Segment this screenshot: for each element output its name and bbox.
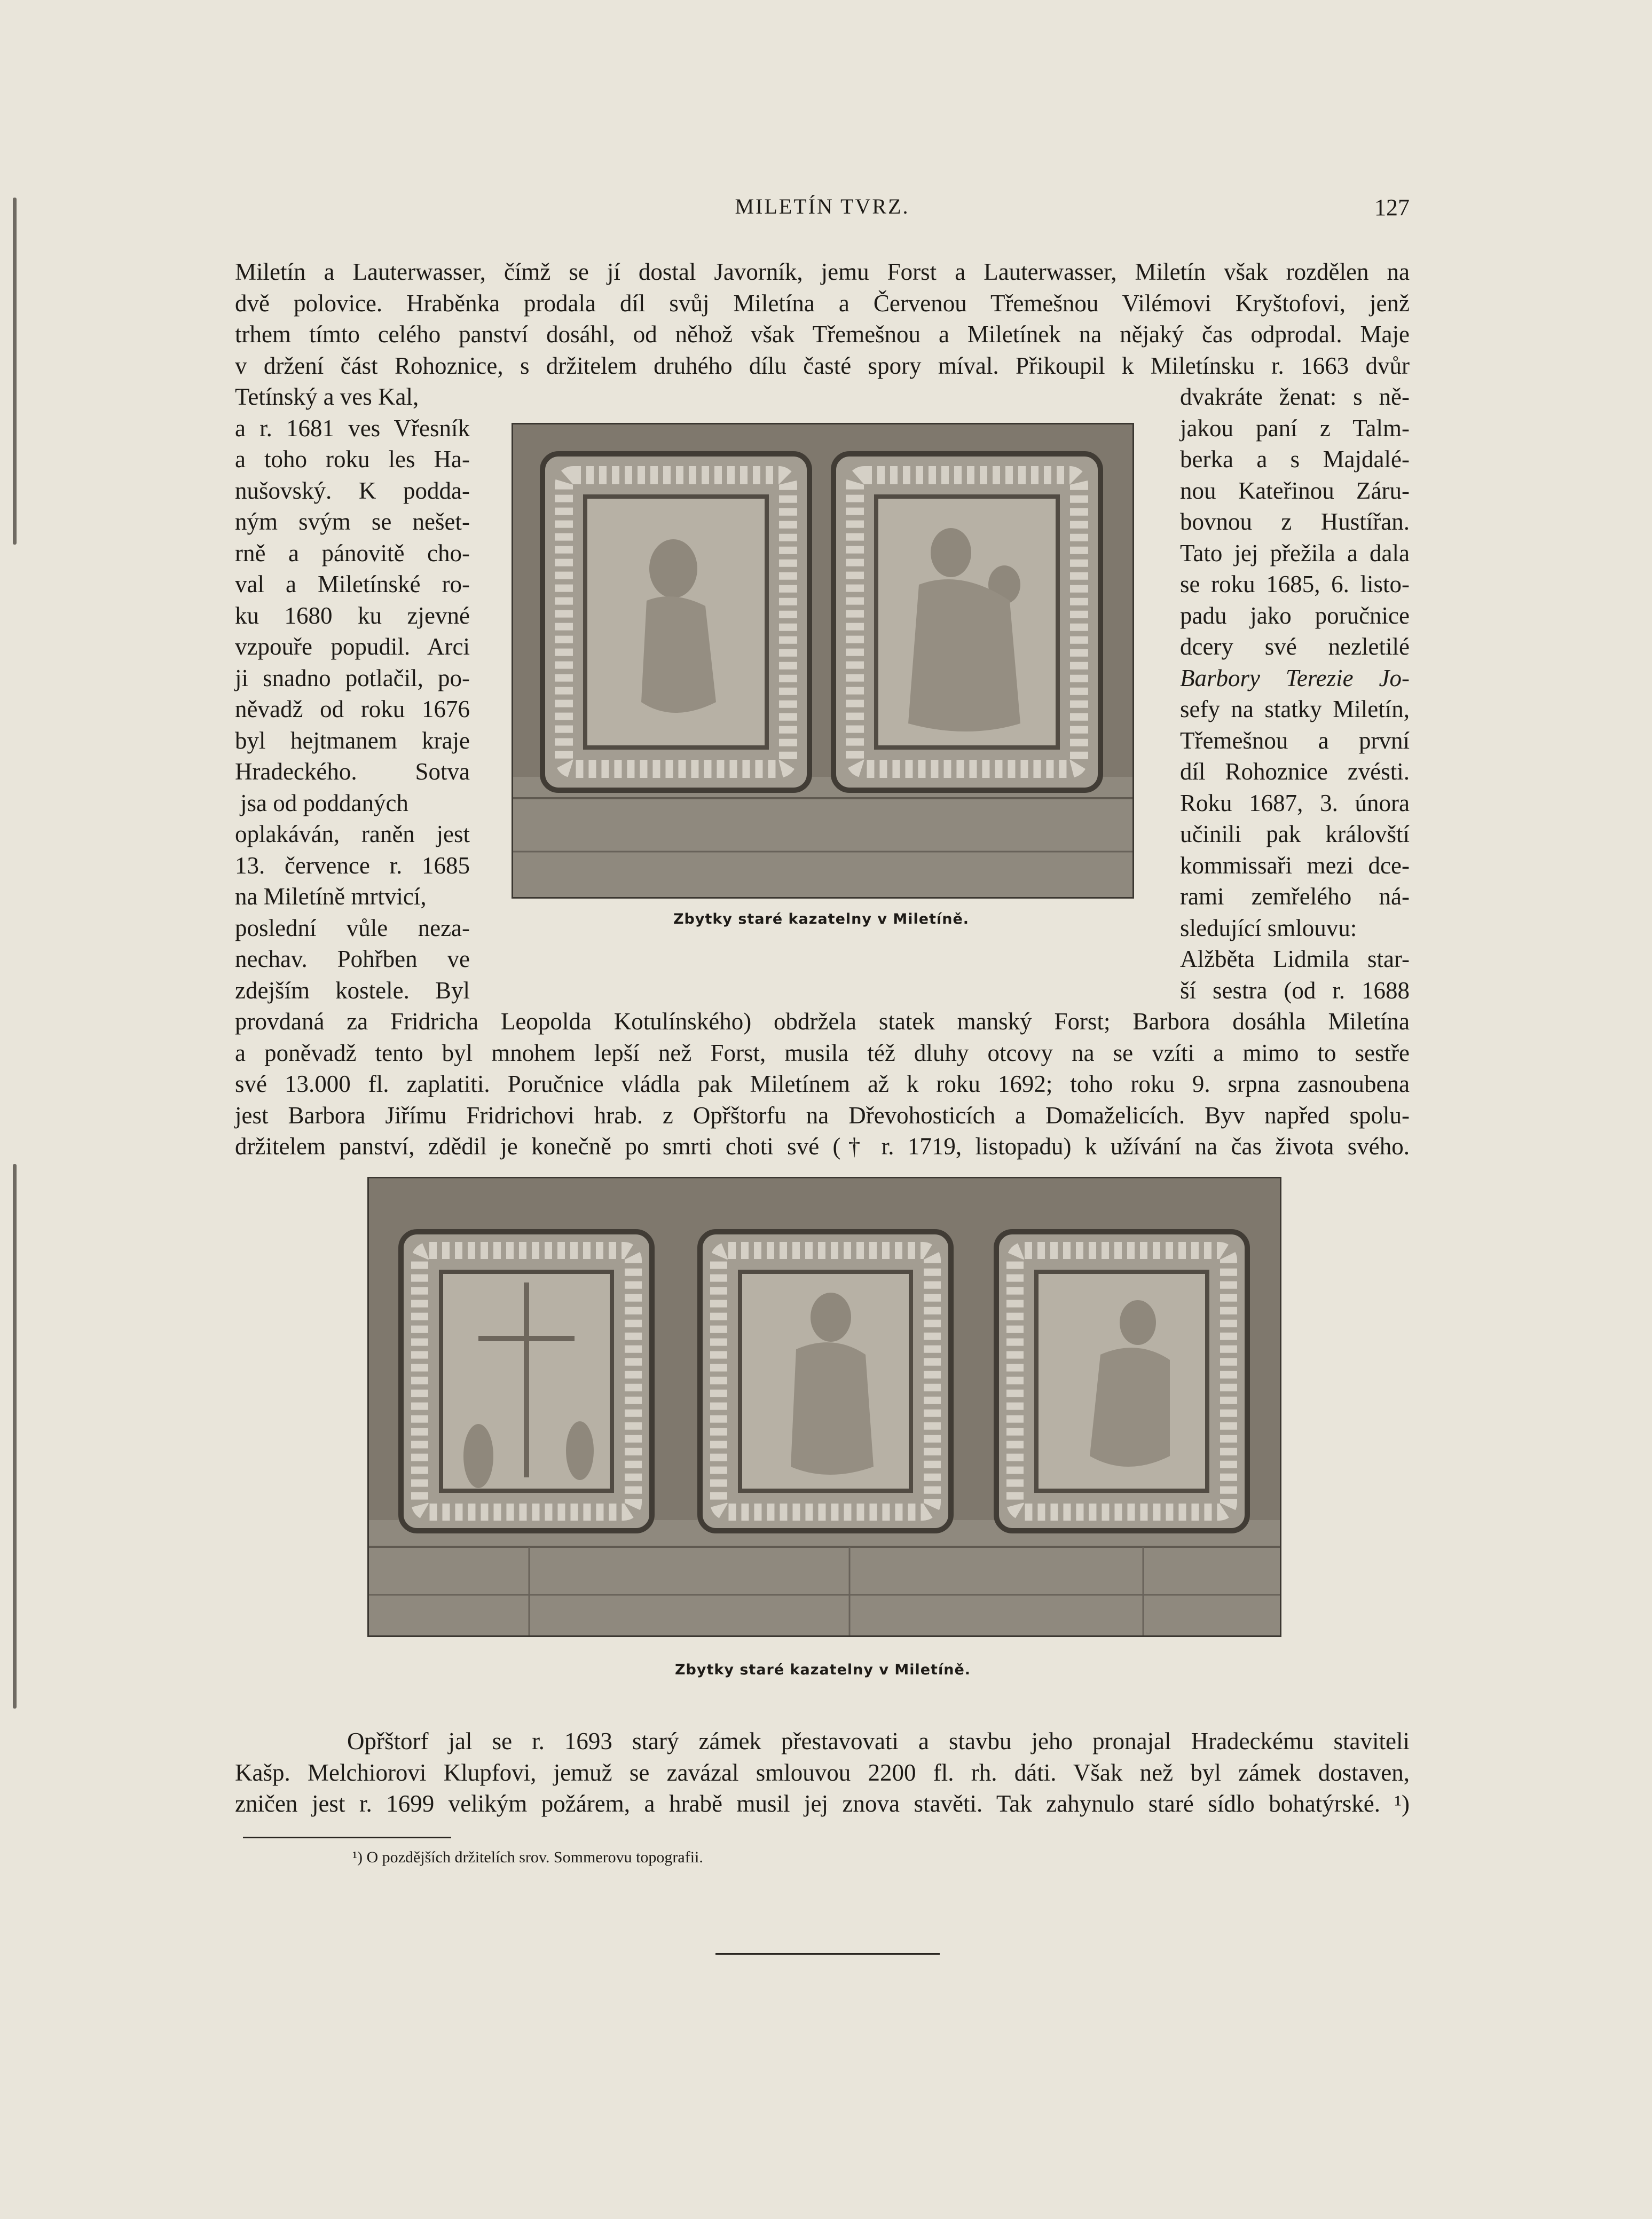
top-paragraph [235, 256, 1410, 381]
figure-1-caption: Zbytky staré kazatelny v Miletíně. [673, 911, 970, 927]
text-line: byl hejtmanem kraje [235, 727, 470, 754]
text-line: se roku 1685, 6. listo- [1180, 571, 1410, 597]
text-line: zdejším kostele. Byl [235, 977, 470, 1004]
binding-edge-mark [13, 198, 17, 545]
text-line: jest Barbora Jiřímu Fridrichovi hrab. z Opřštorfu na Dřevohosticích a Domaželicích. Byv napřed spolu- [235, 1101, 1410, 1129]
text-line: ji snadno potlačil, po- [235, 664, 470, 691]
text-line: Alžběta Lidmila star- [1180, 946, 1410, 972]
text-line: dvakráte ženat: s ně- [1180, 383, 1410, 410]
text-line: jsa od poddaných [240, 789, 408, 816]
text-line: ku 1680 ku zjevné [235, 602, 470, 629]
text-line: dcery své nezletilé [1180, 633, 1410, 660]
running-title: MILETÍN TVRZ. [735, 194, 910, 218]
text-line: val a Miletínské ro- [235, 571, 470, 597]
text-line: Roku 1687, 3. února [1180, 789, 1410, 816]
footnote-divider [243, 1837, 451, 1838]
text-line-italic: Barbory Terezie Jo- [1180, 664, 1410, 691]
text-line: padu jako poručnice [1180, 602, 1410, 629]
text-line: kommissaři mezi dce- [1180, 852, 1410, 879]
text-line: držitelem panství, zdědil je konečně po smrti choti své († r. 1719, listopadu) k užívání na čas života svého. [235, 1133, 1410, 1160]
page-header [235, 190, 1410, 227]
text-line: oplakáván, raněn jest [235, 821, 470, 847]
text-line: nechav. Pohřben ve [235, 946, 470, 972]
text-line: ší sestra (od r. 1688 [1180, 977, 1410, 1004]
binding-edge-mark [13, 1164, 17, 1709]
text-line: jakou paní z Talm- [1180, 414, 1410, 442]
text-line: Miletín a Lauterwasser, čímž se jí dostal Javorník, jemu Forst a Lauterwasser, Miletín však rozdělen na [235, 258, 1410, 285]
chapter-end-rule [715, 1953, 940, 1955]
text-line: ným svým se nešet- [235, 508, 470, 535]
text-line: díl Rohoznice zvésti. [1180, 758, 1410, 785]
text-line: něvadž od roku 1676 [235, 696, 470, 722]
text-line: provdaná za Fridricha Leopolda Kotulínského) obdržela statek manský Forst; Barbora dosáhla Miletína [235, 1008, 1410, 1035]
text-line: dvě polovice. Hraběnka prodala díl svůj Miletína a Červenou Třemešnou Vilémovi Kryštofovi, jenž [235, 289, 1410, 317]
right-text-column [1180, 381, 1410, 1006]
text-line: Kašp. Melchiorovi Klupfovi, jemuž se zavázal smlouvou 2200 fl. rh. dáti. Však než byl zámek dostaven, [235, 1759, 1410, 1786]
text-line: sefy na statky Miletín, [1180, 696, 1410, 722]
pulpit-relief-photo-three-panels [367, 1177, 1281, 1637]
text-line: sledující smlouvu: [1180, 914, 1357, 941]
text-line: nou Kateřinou Záru- [1180, 477, 1410, 504]
text-line: a r. 1681 ves Vřesník [235, 414, 470, 442]
text-line: na Miletíně mrtvicí, [235, 883, 427, 910]
text-line: bovnou z Hustířan. [1180, 508, 1410, 535]
text-line: 13. července r. 1685 [235, 852, 470, 879]
text-line: Tato jej přežila a dala [1180, 539, 1410, 566]
left-text-column [235, 381, 470, 1006]
text-line: své 13.000 fl. zaplatiti. Poručnice vládla pak Miletínem až k roku 1692; toho roku 9. srpna zasnoubena [235, 1071, 1410, 1097]
text-line: rami zemřelého ná- [1180, 883, 1410, 910]
text-line: rně a pánovitě cho- [235, 539, 470, 566]
text-line: Tetínský a ves Kal, [235, 383, 419, 410]
text-line: Hradeckého. Sotva [235, 758, 470, 785]
text-line: Třemešnou a první [1180, 727, 1410, 754]
text-line: nušovský. K podda- [235, 477, 470, 504]
text-line: a poněvadž tento byl mnohem lepší než Forst, musila též dluhy otcovy na se vzíti a mimo to sestře [235, 1039, 1410, 1066]
text-line: učinili pak královští [1180, 821, 1410, 847]
text-line: v držení část Rohoznice, s držitelem druhého dílu časté spory míval. Přikoupil k Miletínsku r. 1663 dvůr [235, 352, 1410, 379]
text-line: Opřštorf jal se r. 1693 starý zámek přestavovati a stavbu jeho pronajal Hradeckému staviteli [347, 1728, 1410, 1754]
continuation-paragraph [235, 1006, 1410, 1162]
text-line: berka a s Majdalé- [1180, 446, 1410, 473]
text-line: a toho roku les Ha- [235, 446, 470, 473]
text-line: trhem tímto celého panství dosáhl, od něhož však Třemešnou a Miletínek na nějaký čas odprodal. Maje [235, 321, 1410, 348]
text-line: zničen jest r. 1699 velikým požárem, a hrabě musil jej znova stavěti. Tak zahynulo staré sídlo bohatýrské. ¹) [235, 1790, 1410, 1817]
text-line: poslední vůle neza- [235, 914, 470, 941]
figure-2-caption: Zbytky staré kazatelny v Miletíně. [674, 1662, 971, 1678]
footnote: ¹) O pozdějších držitelích srov. Sommerovu topografii. [352, 1848, 703, 1866]
pulpit-relief-photo-two-panels [512, 423, 1134, 899]
page-number: 127 [1374, 194, 1410, 221]
bottom-paragraph [235, 1726, 1410, 1820]
text-line: vzpouře popudil. Arci [235, 633, 470, 660]
